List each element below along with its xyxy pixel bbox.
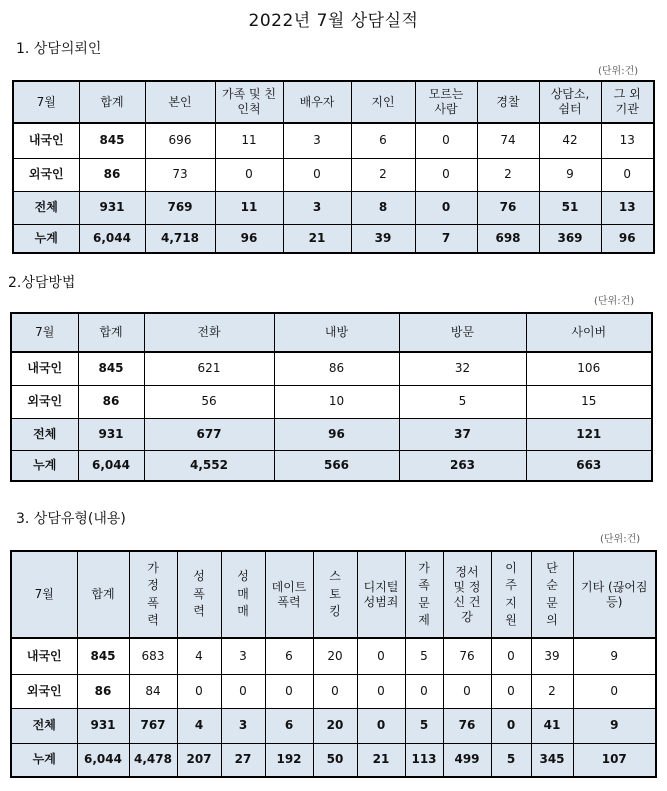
header-cell: 성폭력 [177, 551, 221, 638]
table-cell: 0 [415, 191, 477, 224]
table-row [13, 158, 654, 191]
table-cell: 106 [526, 352, 652, 385]
table-cell: 207 [177, 743, 221, 777]
table-cell: 0 [265, 674, 313, 708]
table-cell: 2 [531, 674, 573, 708]
section1-heading: 1. 상담의뢰인 [16, 41, 102, 57]
table-cell: 0 [215, 158, 283, 191]
header-cell: 본인 [145, 81, 215, 123]
table-cell: 5 [405, 638, 443, 674]
table-cell: 6,044 [78, 450, 144, 481]
table-cell: 4,478 [129, 743, 177, 777]
header-cell: 합계 [78, 313, 144, 352]
header-cell: 정서 및 정신 건강 [443, 551, 491, 638]
table-cell: 0 [415, 123, 477, 158]
table-cell: 76 [443, 708, 491, 743]
row-label: 내국인 [11, 352, 78, 385]
section2-heading: 2.상담방법 [8, 275, 76, 291]
table-cell: 27 [221, 743, 265, 777]
table-cell: 0 [491, 708, 531, 743]
table-cell: 0 [491, 674, 531, 708]
table-cell: 769 [145, 191, 215, 224]
table-cell: 41 [531, 708, 573, 743]
header-cell: 디지털 성범죄 [357, 551, 405, 638]
table-cell: 0 [357, 638, 405, 674]
table-cell: 7 [415, 224, 477, 253]
table-cell: 121 [526, 418, 652, 450]
table-cell: 621 [144, 352, 274, 385]
table-row [11, 385, 652, 418]
header-cell: 가족 및 친인척 [215, 81, 283, 123]
row-label: 외국인 [11, 674, 77, 708]
table-cell: 56 [144, 385, 274, 418]
table-cell: 6,044 [79, 224, 145, 253]
table-cell: 6 [265, 638, 313, 674]
table-cell: 845 [78, 352, 144, 385]
table-cell: 369 [539, 224, 601, 253]
table-cell: 21 [283, 224, 351, 253]
section3-unit: (단위:건) [600, 534, 641, 545]
table-cell: 698 [477, 224, 539, 253]
section3-heading: 3. 상담유형(내용) [16, 511, 126, 527]
table-cell: 2 [351, 158, 415, 191]
table-cell: 39 [531, 638, 573, 674]
table-header-row [13, 81, 654, 123]
table-cell: 4,552 [144, 450, 274, 481]
table-cell: 0 [415, 158, 477, 191]
header-cell: 합계 [77, 551, 129, 638]
referrer-table [12, 80, 655, 254]
page-title: 2022년 7월 상담실적 [248, 11, 419, 31]
table-cell: 6 [351, 123, 415, 158]
table-cell: 73 [145, 158, 215, 191]
table-cell: 0 [357, 674, 405, 708]
header-cell: 전화 [144, 313, 274, 352]
header-cell: 내방 [274, 313, 399, 352]
table-cell: 345 [531, 743, 573, 777]
table-cell: 0 [221, 674, 265, 708]
table-cell: 86 [274, 352, 399, 385]
row-label: 누계 [11, 743, 77, 777]
table-cell: 39 [351, 224, 415, 253]
table-cell: 37 [399, 418, 526, 450]
row-label: 전체 [11, 418, 78, 450]
header-cell: 가족문제 [405, 551, 443, 638]
header-cell: 배우자 [283, 81, 351, 123]
table-header-row [11, 551, 656, 638]
table-cell: 0 [601, 158, 654, 191]
table-cell: 20 [313, 638, 357, 674]
table-cell: 10 [274, 385, 399, 418]
table-cell: 263 [399, 450, 526, 481]
header-cell: 경찰 [477, 81, 539, 123]
table-cell: 8 [351, 191, 415, 224]
table-cell: 4 [177, 708, 221, 743]
header-cell: 성매매 [221, 551, 265, 638]
table-cell: 96 [215, 224, 283, 253]
header-cell: 기타 (끊어짐 등) [573, 551, 656, 638]
table-cell: 51 [539, 191, 601, 224]
section2-unit: (단위:건) [594, 296, 635, 307]
table-cell: 11 [215, 123, 283, 158]
table-cell: 74 [477, 123, 539, 158]
row-label: 외국인 [13, 158, 79, 191]
table-cell: 0 [177, 674, 221, 708]
table-cell: 86 [78, 385, 144, 418]
header-cell: 지인 [351, 81, 415, 123]
table-cell: 76 [477, 191, 539, 224]
header-cell: 스토킹 [313, 551, 357, 638]
row-label: 내국인 [13, 123, 79, 158]
table-cell: 566 [274, 450, 399, 481]
table-row [11, 743, 656, 777]
table-cell: 499 [443, 743, 491, 777]
table-cell: 5 [399, 385, 526, 418]
table-cell: 32 [399, 352, 526, 385]
row-label: 외국인 [11, 385, 78, 418]
table-row [11, 708, 656, 743]
table-cell: 76 [443, 638, 491, 674]
row-label: 전체 [11, 708, 77, 743]
table-cell: 0 [405, 674, 443, 708]
table-cell: 931 [78, 418, 144, 450]
table-cell: 3 [221, 638, 265, 674]
header-cell: 7월 [13, 81, 79, 123]
table-cell: 11 [215, 191, 283, 224]
table-cell: 4 [177, 638, 221, 674]
table-row [13, 191, 654, 224]
table-row [11, 352, 652, 385]
header-cell: 이주지원 [491, 551, 531, 638]
table-cell: 20 [313, 708, 357, 743]
header-cell: 7월 [11, 551, 77, 638]
table-cell: 845 [79, 123, 145, 158]
header-cell: 방문 [399, 313, 526, 352]
table-row [11, 418, 652, 450]
table-cell: 931 [77, 708, 129, 743]
table-cell: 113 [405, 743, 443, 777]
table-cell: 0 [283, 158, 351, 191]
table-cell: 6 [265, 708, 313, 743]
table-cell: 4,718 [145, 224, 215, 253]
table-cell: 96 [274, 418, 399, 450]
row-label: 전체 [13, 191, 79, 224]
header-cell: 합계 [79, 81, 145, 123]
table-cell: 5 [405, 708, 443, 743]
table-cell: 9 [573, 708, 656, 743]
row-label: 내국인 [11, 638, 77, 674]
table-cell: 2 [477, 158, 539, 191]
header-cell: 사이버 [526, 313, 652, 352]
table-cell: 696 [145, 123, 215, 158]
table-cell: 0 [491, 638, 531, 674]
table-cell: 107 [573, 743, 656, 777]
table-header-row [11, 313, 652, 352]
table-cell: 13 [601, 123, 654, 158]
header-cell: 데이트 폭력 [265, 551, 313, 638]
table-cell: 86 [79, 158, 145, 191]
table-cell: 42 [539, 123, 601, 158]
table-cell: 6,044 [77, 743, 129, 777]
table-cell: 0 [443, 674, 491, 708]
table-cell: 21 [357, 743, 405, 777]
table-cell: 677 [144, 418, 274, 450]
header-cell: 가정폭력 [129, 551, 177, 638]
table-cell: 3 [283, 123, 351, 158]
table-cell: 84 [129, 674, 177, 708]
table-cell: 663 [526, 450, 652, 481]
row-label: 누계 [11, 450, 78, 481]
table-cell: 96 [601, 224, 654, 253]
method-table [10, 312, 653, 482]
header-cell: 그 외 기관 [601, 81, 654, 123]
section1-unit: (단위:건) [598, 66, 639, 77]
table-cell: 0 [573, 674, 656, 708]
table-cell: 192 [265, 743, 313, 777]
table-cell: 9 [539, 158, 601, 191]
table-cell: 683 [129, 638, 177, 674]
table-cell: 767 [129, 708, 177, 743]
table-cell: 0 [313, 674, 357, 708]
header-cell: 상담소, 쉼터 [539, 81, 601, 123]
row-label: 누계 [13, 224, 79, 253]
table-row [11, 638, 656, 674]
type-table [10, 550, 657, 778]
table-row [11, 674, 656, 708]
table-cell: 13 [601, 191, 654, 224]
table-cell: 931 [79, 191, 145, 224]
table-row [13, 224, 654, 253]
table-cell: 9 [573, 638, 656, 674]
header-cell: 7월 [11, 313, 78, 352]
table-row [11, 450, 652, 481]
table-cell: 86 [77, 674, 129, 708]
table-cell: 845 [77, 638, 129, 674]
table-cell: 3 [221, 708, 265, 743]
table-cell: 50 [313, 743, 357, 777]
table-row [13, 123, 654, 158]
header-cell: 모르는 사람 [415, 81, 477, 123]
table-cell: 3 [283, 191, 351, 224]
table-cell: 5 [491, 743, 531, 777]
table-cell: 0 [357, 708, 405, 743]
table-cell: 15 [526, 385, 652, 418]
header-cell: 단순문의 [531, 551, 573, 638]
